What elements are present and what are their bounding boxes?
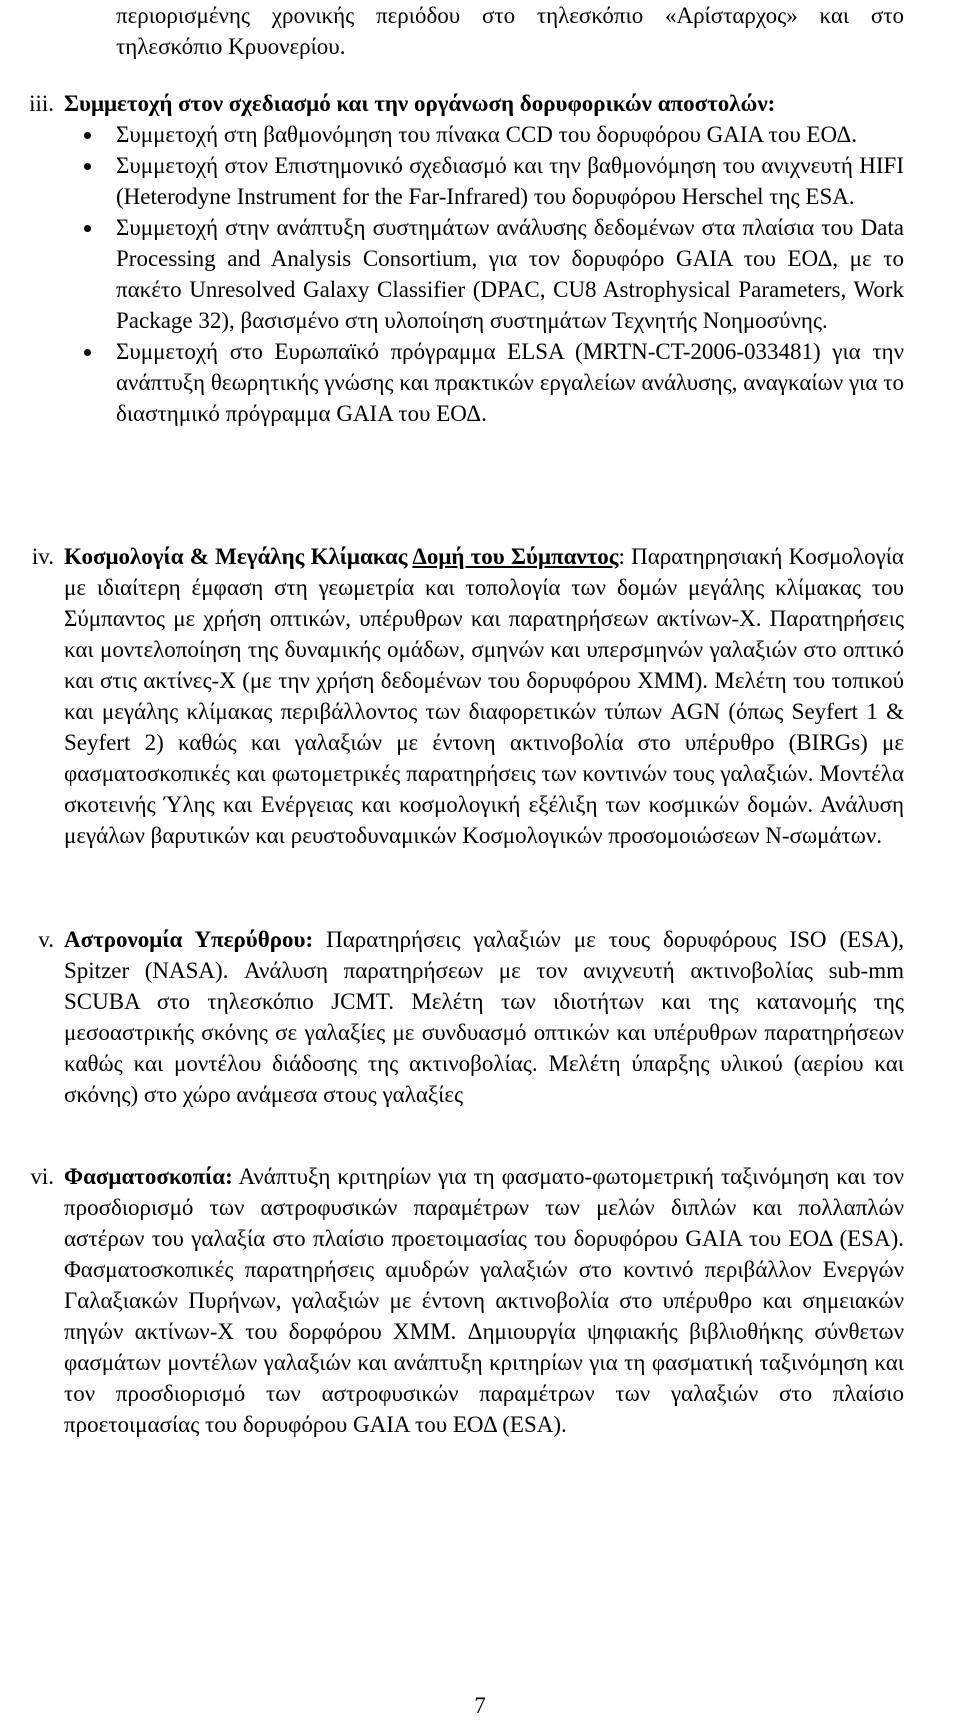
page-number: 7 <box>474 1693 486 1718</box>
section-iii-marker: iii. <box>29 91 54 116</box>
section-vi-heading: Φασματοσκοπία: <box>64 1164 233 1189</box>
section-v-heading: Αστρονομία Υπερύθρου: <box>64 927 314 952</box>
bullet-item <box>64 119 904 150</box>
bullet-dot-icon <box>84 163 91 170</box>
section-vi-paragraph <box>64 1161 904 1440</box>
bullet-text: Συμμετοχή στην ανάπτυξη συστημάτων ανάλυσης δεδομένων στα πλαίσια του Data Processing and Analysis Consortium, για τον δορυφόρο GAIA του ΕΟΔ, με το πακέτο Unresolved Galaxy Classifier (DPAC, CU8 Astrophysical Parameters, Work Package 32), βασισμένο στη υλοποίηση συστημάτων Τεχνητής Νοημοσύνης. <box>116 215 904 333</box>
section-iv-marker: iv. <box>31 544 54 569</box>
section-iv-heading-part2: Δομή του Σύμπαντος <box>412 544 619 569</box>
section-vi-body: Ανάπτυξη κριτηρίων για τη φασματο-φωτομετρική ταξινόμηση και τον προσδιορισμό των αστροφυσικών παραμέτρων των μελών διπλών και πολλαπλών αστέρων του γαλαξία στο πλαίσιο προετοιμασίας του δορυφόρου GAIA του ΕΟΔ (ESA). Φασματοσκοπικές παρατηρήσεις αμυδρών γαλαξιών στο κοντινό περιβάλλον Ενεργών Γαλαξιακών Πυρήνων, γαλαξιών με έντονη ακτινοβολία στο υπέρυθρο και σημειακών πηγών ακτίνων-Χ του δορφόρου XMM. Δημιουργία ψηφιακής βιβλιοθήκης σύνθετων φασμάτων μοντέλων γαλαξιών και ανάπτυξη κριτηρίων για τη φασματική ταξινόμηση και τον προσδιορισμό των αστροφυσικών παραμέτρων των γαλαξιών στο πλαίσιο προετοιμασίας του δορυφόρου GAIA του ΕΟΔ (ESA). <box>64 1164 904 1437</box>
section-iv-heading-part1: Κοσμολογία & Μεγάλης Κλίμακας <box>64 544 413 569</box>
section-v-body: Παρατηρήσεις γαλαξιών με τους δορυφόρους ISO (ESA), Spitzer (NASA). Ανάλυση παρατηρήσεων με τον ανιχνευτή ακτινοβολίας sub-mm SCUBA στο τηλεσκόπιο JCMT. Μελέτη των ιδιοτήτων και της κατανομής της μεσοαστρικής σκόνης σε γαλαξίες με συνδυασμό οπτικών και υπέρυθρων παρατηρήσεων καθώς και μοντέλου διάδοσης της ακτινοβολίας. Μελέτη ύπαρξης υλικού (αερίου και σκόνης) στο χώρο ανάμεσα στους γαλαξίες <box>64 927 904 1107</box>
section-v-marker: v. <box>38 927 54 952</box>
bullet-text: Συμμετοχή στον Επιστημονικό σχεδιασμό και την βαθμονόμηση του ανιχνευτή HIFI (Heterodyne Instrument for the Far-Infrared) του δορυφόρου Herschel της ESA. <box>116 153 904 209</box>
intro-paragraph: περιορισμένης χρονικής περιόδου στο τηλεσκόπιο «Αρίσταρχος» και στο τηλεσκόπιο Κρυονερίου. <box>116 3 904 59</box>
bullet-text: Συμμετοχή στη βαθμονόμηση του πίνακα CCD του δορυφόρου GAIA του ΕΟΔ. <box>116 122 858 147</box>
bullet-dot-icon <box>84 132 91 139</box>
bullet-text: Συμμετοχή στο Ευρωπαϊκό πρόγραμμα ELSA (MRTN-CT-2006-033481) για την ανάπτυξη θεωρητικής γνώσης και πρακτικών εργαλείων ανάλυσης, αναγκαίων για το διαστημικό πρόγραμμα GAIA του ΕΟΔ. <box>116 339 904 426</box>
bullet-item <box>64 212 904 336</box>
bullet-item <box>64 150 904 212</box>
section-vi-marker: vi. <box>30 1164 54 1189</box>
bullet-item <box>64 336 904 429</box>
bullet-dot-icon <box>84 349 91 356</box>
section-iii-heading-text: Συμμετοχή στον σχεδιασμό και την οργάνωση δορυφορικών αποστολών: <box>64 91 776 116</box>
section-iii-bullet-list <box>64 119 904 429</box>
section-iv-heading-colon: : <box>618 544 625 569</box>
section-iv-paragraph <box>64 541 904 851</box>
section-v-paragraph <box>64 924 904 1110</box>
section-iii-heading <box>64 88 904 119</box>
bullet-dot-icon <box>84 225 91 232</box>
section-iv-body: Παρατηρησιακή Κοσμολογία με ιδιαίτερη έμφαση στη γεωμετρία και τοπολογία των δομών μεγάλης κλίμακας του Σύμπαντος με χρήση οπτικών, υπέρυθρων και παρατηρήσεων ακτίνων-Χ. Παρατηρήσεις και μοντελοποίηση της δυναμικής ομάδων, σμηνών και υπερσμηνών γαλαξιών στο οπτικό και στις ακτίνες-Χ (με την χρήση δεδομένων του δορυφόρου XMM). Μελέτη του τοπικού και μεγάλης κλίμακας περιβάλλοντος των διαφορετικών τύπων AGN (όπως Seyfert 1 & Seyfert 2) καθώς και γαλαξιών με έντονη ακτινοβολία στο υπέρυθρο (BIRGs) με φασματοσκοπικές και φωτομετρικές παρατηρήσεις των κοντινών τους γαλαξιών. Μοντέλα σκοτεινής Ύλης και Ενέργειας και κοσμολογική εξέλιξη των κοσμικών δομών. Ανάλυση μεγάλων βαρυτικών και ρευστοδυναμικών Κοσμολογικών προσομοιώσεων N-σωμάτων. <box>64 544 904 848</box>
